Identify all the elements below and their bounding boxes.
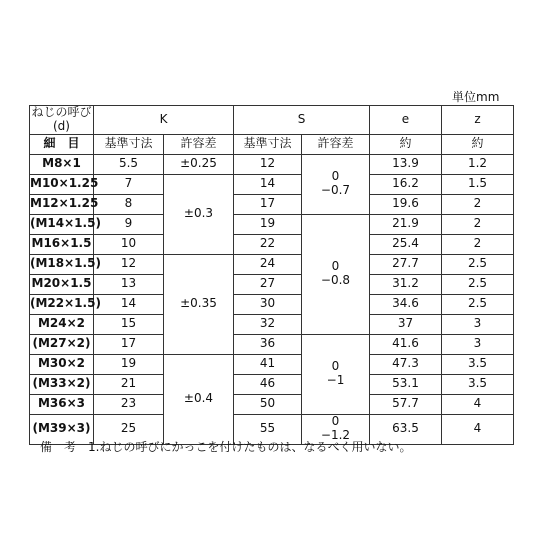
s-tolerance: [302, 154, 370, 214]
k-basic: 13: [94, 274, 164, 294]
s-basic: 46: [234, 374, 302, 394]
s-basic: 24: [234, 254, 302, 274]
s-tolerance-lower: −0.8: [320, 273, 351, 288]
k-basic: 7: [94, 174, 164, 194]
header-thread: ねじの呼び(d): [31, 105, 92, 133]
z-value: 1.5: [442, 174, 514, 194]
thread-designation: M8×1: [30, 154, 94, 174]
thread-designation: M20×1.5: [30, 274, 94, 294]
s-basic: 19: [234, 214, 302, 234]
k-tolerance: ±0.4: [164, 354, 234, 444]
e-value: 25.4: [370, 234, 442, 254]
table-row: [30, 174, 514, 194]
s-tolerance-upper: 0: [331, 169, 340, 184]
z-value: 3.5: [442, 354, 514, 374]
z-value: 2.5: [442, 294, 514, 314]
e-value: 19.6: [370, 194, 442, 214]
k-tolerance: ±0.35: [164, 254, 234, 354]
s-tolerance: [302, 334, 370, 414]
table-row: [30, 354, 514, 374]
unit-label: 単位mm: [452, 90, 500, 104]
z-value: 4: [442, 414, 514, 444]
s-basic: 27: [234, 274, 302, 294]
header-e-approx: 約: [370, 134, 442, 154]
table-row: [30, 194, 514, 214]
e-value: 21.9: [370, 214, 442, 234]
e-value: 16.2: [370, 174, 442, 194]
s-basic: 41: [234, 354, 302, 374]
thread-designation: M30×2: [30, 354, 94, 374]
k-tolerance: ±0.25: [164, 154, 234, 174]
s-tolerance-lower: −1.2: [320, 428, 351, 443]
header-s: S: [234, 106, 370, 135]
k-basic: 5.5: [94, 154, 164, 174]
k-tolerance: ±0.3: [164, 174, 234, 254]
header-s-tolerance: 許容差: [302, 134, 370, 154]
s-basic: 22: [234, 234, 302, 254]
s-basic: 50: [234, 394, 302, 414]
e-value: 34.6: [370, 294, 442, 314]
table-row: [30, 274, 514, 294]
s-basic: 55: [234, 414, 302, 444]
z-value: 3: [442, 314, 514, 334]
e-value: 63.5: [370, 414, 442, 444]
s-basic: 12: [234, 154, 302, 174]
e-value: 41.6: [370, 334, 442, 354]
z-value: 4: [442, 394, 514, 414]
z-value: 2.5: [442, 254, 514, 274]
table-row: [30, 334, 514, 354]
header-e: e: [370, 106, 442, 135]
s-basic: 17: [234, 194, 302, 214]
s-tolerance-lower: −1: [326, 373, 345, 388]
z-value: 3.5: [442, 374, 514, 394]
z-value: 1.2: [442, 154, 514, 174]
k-basic: 8: [94, 194, 164, 214]
s-tolerance-upper: 0: [331, 414, 340, 429]
header-row-2: [30, 134, 514, 154]
thread-designation: (M18×1.5): [30, 254, 94, 274]
s-basic: 36: [234, 334, 302, 354]
k-basic: 21: [94, 374, 164, 394]
s-basic: 32: [234, 314, 302, 334]
e-value: 57.7: [370, 394, 442, 414]
k-basic: 19: [94, 354, 164, 374]
table-row: [30, 214, 514, 234]
k-basic: 23: [94, 394, 164, 414]
z-value: 2: [442, 194, 514, 214]
k-basic: 10: [94, 234, 164, 254]
z-value: 2: [442, 214, 514, 234]
s-basic: 14: [234, 174, 302, 194]
thread-designation: M24×2: [30, 314, 94, 334]
thread-designation: (M22×1.5): [30, 294, 94, 314]
k-basic: 9: [94, 214, 164, 234]
nut-dimension-table: [29, 105, 514, 445]
k-basic: 17: [94, 334, 164, 354]
e-value: 13.9: [370, 154, 442, 174]
table-row: [30, 234, 514, 254]
s-tolerance-upper: 0: [331, 259, 340, 274]
k-basic: 12: [94, 254, 164, 274]
table-row: [30, 394, 514, 414]
z-value: 2.5: [442, 274, 514, 294]
header-k-tolerance: 許容差: [164, 134, 234, 154]
remarks-note: 備 考 1.ねじの呼びにかっこを付けたものは、なるべく用いない。: [40, 440, 412, 454]
thread-designation: M12×1.25: [30, 194, 94, 214]
header-designation: 細 目: [30, 134, 94, 154]
thread-designation: M10×1.25: [30, 174, 94, 194]
z-value: 2: [442, 234, 514, 254]
table-row: [30, 254, 514, 274]
table-row: [30, 154, 514, 174]
e-value: 31.2: [370, 274, 442, 294]
header-z: z: [442, 106, 514, 135]
k-basic: 15: [94, 314, 164, 334]
header-row-1: [30, 106, 514, 135]
header-z-approx: 約: [442, 134, 514, 154]
thread-designation: (M39×3): [30, 414, 94, 444]
thread-designation: (M33×2): [30, 374, 94, 394]
e-value: 53.1: [370, 374, 442, 394]
thread-designation: M36×3: [30, 394, 94, 414]
header-s-basic: 基準寸法: [234, 134, 302, 154]
s-tolerance-lower: −0.7: [320, 183, 351, 198]
thread-designation: M16×1.5: [30, 234, 94, 254]
e-value: 47.3: [370, 354, 442, 374]
s-tolerance-upper: 0: [331, 359, 340, 374]
table-row: [30, 294, 514, 314]
s-basic: 30: [234, 294, 302, 314]
k-basic: 14: [94, 294, 164, 314]
k-basic: 25: [94, 414, 164, 444]
e-value: 37: [370, 314, 442, 334]
header-k: K: [94, 106, 234, 135]
thread-designation: (M27×2): [30, 334, 94, 354]
table-row: [30, 374, 514, 394]
s-tolerance: [302, 214, 370, 334]
z-value: 3: [442, 334, 514, 354]
e-value: 27.7: [370, 254, 442, 274]
thread-designation: (M14×1.5): [30, 214, 94, 234]
header-k-basic: 基準寸法: [94, 134, 164, 154]
table-row: [30, 314, 514, 334]
